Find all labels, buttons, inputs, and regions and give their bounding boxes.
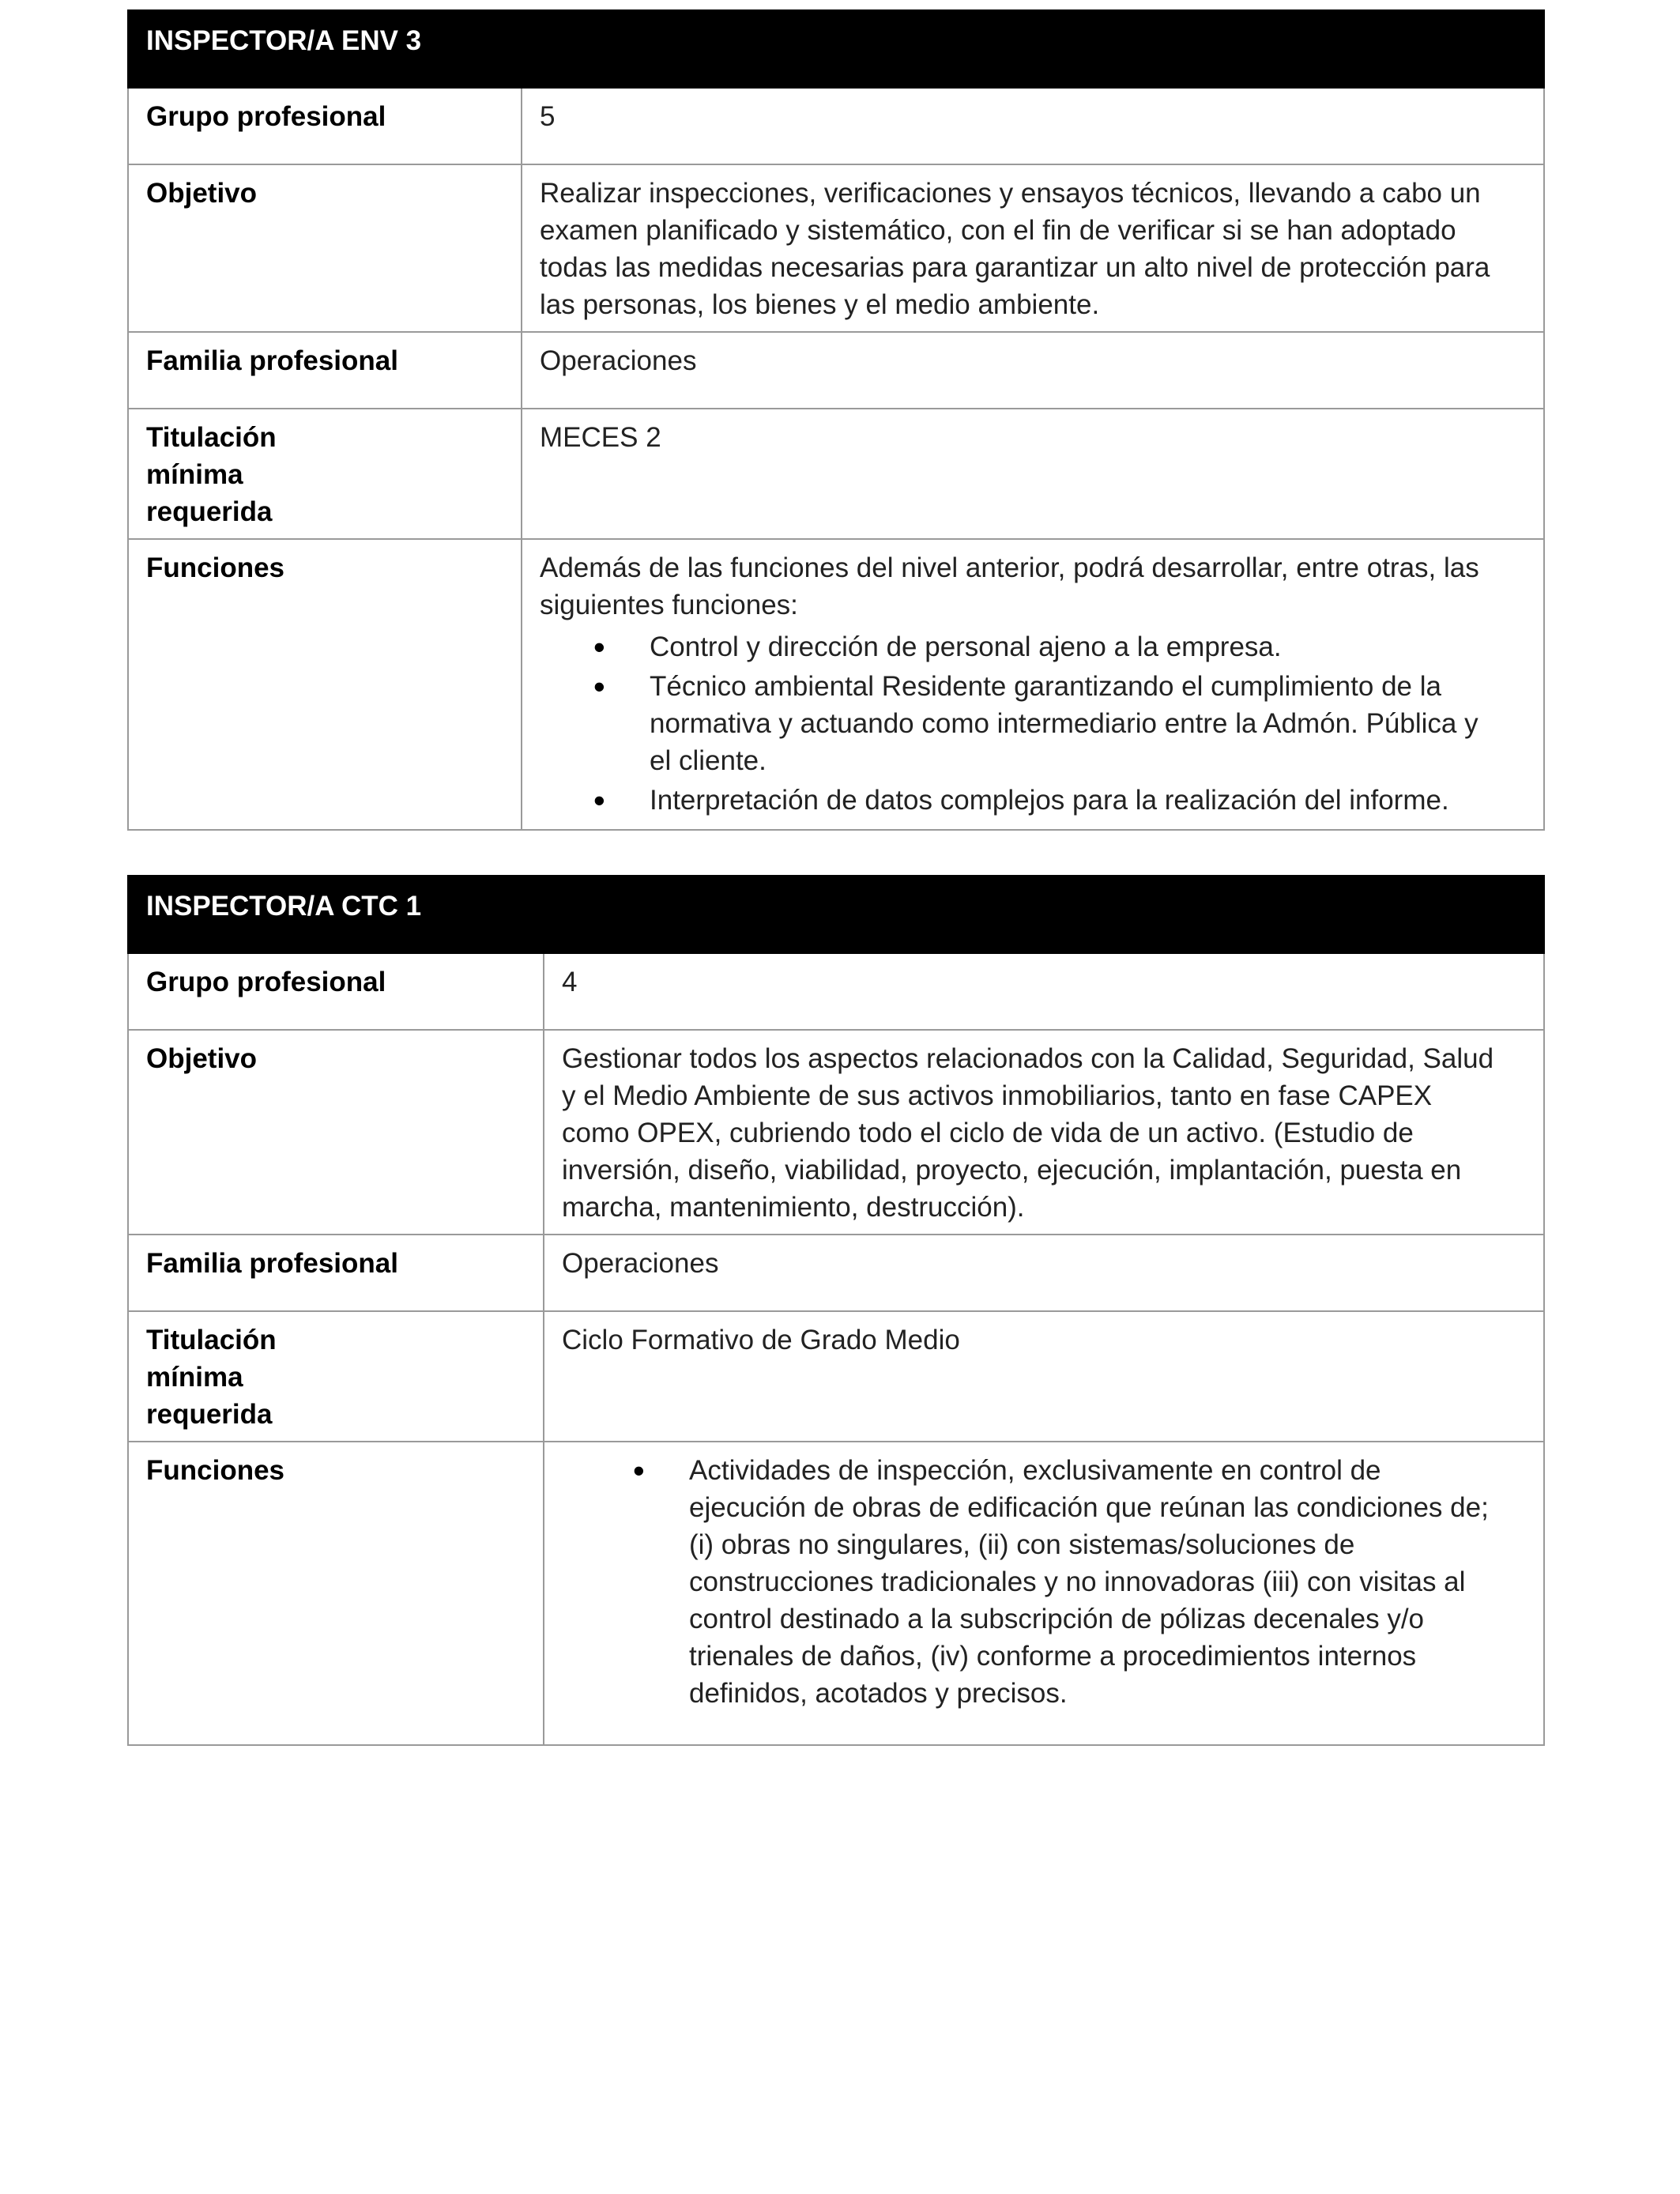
table-row [128, 1311, 1544, 1442]
objetivo-value: Gestionar todos los aspectos relacionados con la Calidad, Seguridad, Salud y el Medio Ambiente de sus activos inmobiliarios, tanto en fase CAPEX como OPEX, cubriendo todo el ciclo de vida de un activo. (Estudio de inversión, diseño, viabilidad, proyecto, ejecución, implantación, puesta en marcha, mantenimiento, destrucción). [544, 1030, 1544, 1235]
funciones-intro: Además de las funciones del nivel anterior, podrá desarrollar, entre otras, las siguientes funciones: [540, 552, 1479, 620]
funciones-value [544, 1442, 1544, 1745]
objetivo-value: Realizar inspecciones, verificaciones y ensayos técnicos, llevando a cabo un examen planificado y sistemático, con el fin de verificar si se han adoptado todas las medidas necesarias para garantizar un alto nivel de protección para las personas, los bienes y el medio ambiente. [522, 164, 1544, 332]
table-row [128, 1442, 1544, 1745]
titulacion-label: Titulación mínima requerida [128, 1311, 544, 1442]
familia-value: Operaciones [522, 332, 1544, 409]
table-title: INSPECTOR/A CTC 1 [128, 876, 1544, 953]
titulacion-label: Titulación mínima requerida [128, 409, 522, 539]
funciones-list [540, 628, 1496, 819]
titulacion-value: Ciclo Formativo de Grado Medio [544, 1311, 1544, 1442]
grupo-value: 4 [544, 953, 1544, 1030]
objetivo-label: Objetivo [128, 164, 522, 332]
funciones-list [562, 1452, 1496, 1712]
job-table-ctc1 [127, 875, 1545, 1746]
list-item: • Actividades de inspección, exclusivamente en control de ejecución de obras de edificación que reúnan las condiciones de; (i) obras no singulares, (ii) con sistemas/soluciones de construcciones tradicionales y no innovadoras (iii) con visitas al control destinado a la subscripción de pólizas decenales y/o trienales de daños, (iv) conforme a procedimientos internos definidos, acotados y precisos. [689, 1452, 1496, 1712]
grupo-value: 5 [522, 88, 1544, 164]
table-row [128, 88, 1544, 164]
table-row [128, 332, 1544, 409]
funciones-label: Funciones [128, 1442, 544, 1745]
table-row [128, 539, 1544, 830]
table-row [128, 409, 1544, 539]
table-row [128, 164, 1544, 332]
familia-value: Operaciones [544, 1235, 1544, 1311]
funciones-label: Funciones [128, 539, 522, 830]
list-item: • Técnico ambiental Residente garantizando el cumplimiento de la normativa y actuando como intermediario entre la Admón. Pública y el cliente. [650, 668, 1496, 779]
objetivo-label: Objetivo [128, 1030, 544, 1235]
table-row [128, 1030, 1544, 1235]
familia-label: Familia profesional [128, 1235, 544, 1311]
funciones-value [522, 539, 1544, 830]
familia-label: Familia profesional [128, 332, 522, 409]
table-row [128, 1235, 1544, 1311]
table-row [128, 953, 1544, 1030]
list-item: • Interpretación de datos complejos para la realización del informe. [650, 782, 1496, 819]
list-item: • Control y dirección de personal ajeno a la empresa. [650, 628, 1496, 665]
titulacion-value: MECES 2 [522, 409, 1544, 539]
grupo-label: Grupo profesional [128, 953, 544, 1030]
table-title: INSPECTOR/A ENV 3 [128, 10, 1544, 88]
job-table-env3 [127, 9, 1545, 831]
grupo-label: Grupo profesional [128, 88, 522, 164]
